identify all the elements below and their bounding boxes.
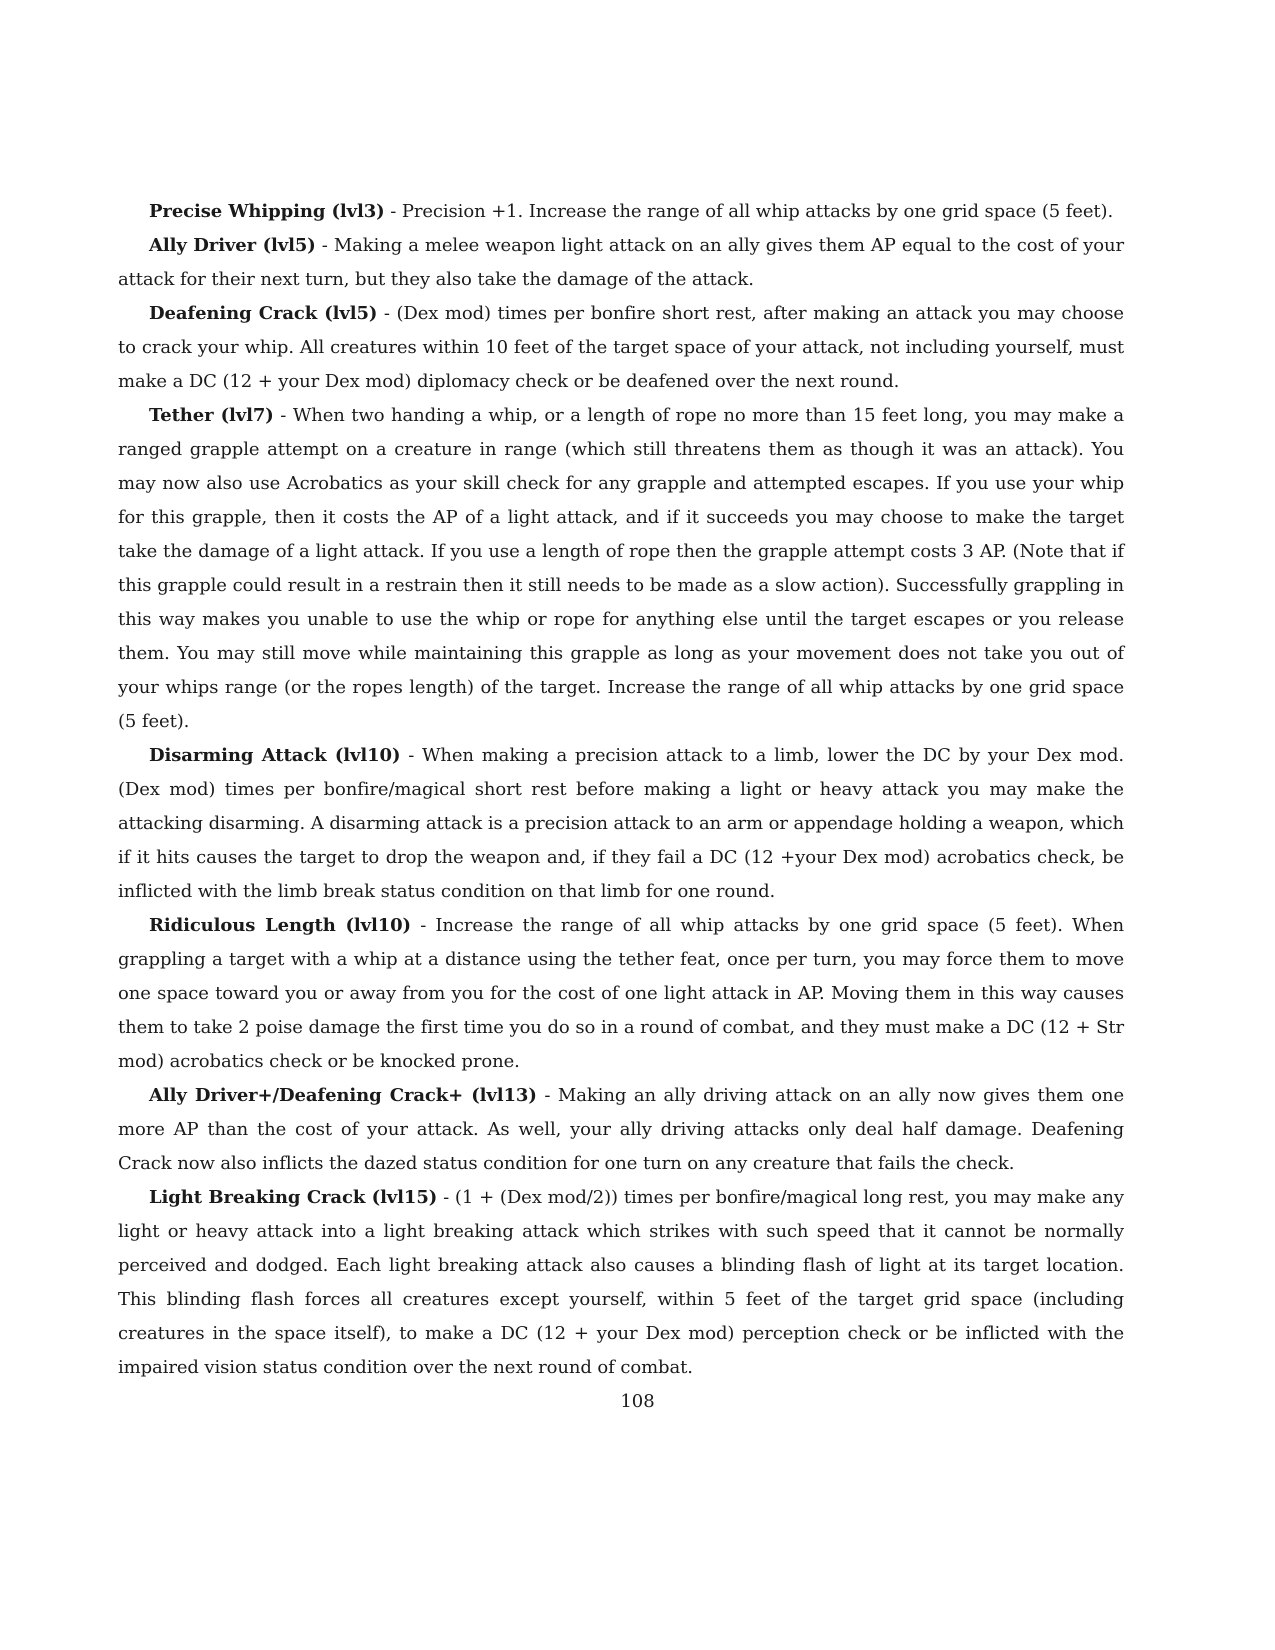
- feat-deafening-crack: [118, 297, 1124, 399]
- feat-title: Tether (lvl7): [149, 405, 274, 426]
- feat-light-breaking-crack: [118, 1181, 1124, 1385]
- feat-tether: [118, 399, 1124, 739]
- feat-title: Light Breaking Crack (lvl15): [149, 1187, 438, 1208]
- feat-description: - Precision +1. Increase the range of all whip attacks by one grid space (5 feet).: [390, 201, 1114, 222]
- page-body: [118, 195, 1124, 1385]
- feat-title: Ridiculous Length (lvl10): [149, 915, 411, 936]
- feat-description: - When two handing a whip, or a length of rope no more than 15 feet long, you may make a ranged grapple attempt on a creature in range (which still threatens them as though it was an attack). You may now also use Acrobatics as your skill check for any grapple and attempted escapes. If you use your whip for this grapple, then it costs the AP of a light attack, and if it succeeds you may choose to make the target take the damage of a light attack. If you use a length of rope then the grapple attempt costs 3 AP. (Note that if this grapple could result in a restrain then it still needs to be made as a slow action). Successfully grappling in this way makes you unable to use the whip or rope for anything else until the target escapes or you release them. You may still move while maintaining this grapple as long as your movement does not take you out of your whips range (or the ropes length) of the target. Increase the range of all whip attacks by one grid space (5 feet).: [118, 405, 1125, 732]
- feat-description: - (Dex mod) times per bonfire short rest, after making an attack you may choose to crack your whip. All creatures within 10 feet of the target space of your attack, not including yourself, must make a DC (12 + your Dex mod) diplomacy check or be deafened over the next round.: [118, 303, 1124, 392]
- feat-title: Disarming Attack (lvl10): [149, 745, 401, 766]
- feat-title: Ally Driver (lvl5): [149, 235, 316, 256]
- feat-description: - Increase the range of all whip attacks by one grid space (5 feet). When grappling a target with a whip at a distance using the tether feat, once per turn, you may force them to move one space toward you or away from you for the cost of one light attack in AP. Moving them in this way causes them to take 2 poise damage the first time you do so in a round of combat, and they must make a DC (12 + Str mod) acrobatics check or be knocked prone.: [118, 915, 1124, 1072]
- feat-description: - When making a precision attack to a limb, lower the DC by your Dex mod. (Dex mod) times per bonfire/magical short rest before making a light or heavy attack you may make the attacking disarming. A disarming attack is a precision attack to an arm or appendage holding a weapon, which if it hits causes the target to drop the weapon and, if they fail a DC (12 +your Dex mod) acrobatics check, be inflicted with the limb break status condition on that limb for one round.: [118, 745, 1124, 902]
- feat-title: Deafening Crack (lvl5): [149, 303, 378, 324]
- feat-disarming-attack: [118, 739, 1124, 909]
- feat-ridiculous-length: [118, 909, 1124, 1079]
- feat-description: - Making an ally driving attack on an ally now gives them one more AP than the cost of your attack. As well, your ally driving attacks only deal half damage. Deafening Crack now also inflicts the dazed status condition for one turn on any creature that fails the check.: [118, 1085, 1125, 1174]
- feat-ally-driver: [118, 229, 1124, 297]
- feat-title: Ally Driver+/Deafening Crack+ (lvl13): [149, 1085, 537, 1106]
- page-number: 108: [620, 1391, 655, 1412]
- feat-precise-whipping: [118, 195, 1124, 229]
- feat-title: Precise Whipping (lvl3): [149, 201, 385, 222]
- feat-description: - Making a melee weapon light attack on an ally gives them AP equal to the cost of your attack for their next turn, but they also take the damage of the attack.: [118, 235, 1124, 290]
- feat-description: - (1 + (Dex mod/2)) times per bonfire/magical long rest, you may make any light or heavy attack into a light breaking attack which strikes with such speed that it cannot be normally perceived and dodged. Each light breaking attack also causes a blinding flash of light at its target location. This blinding flash forces all creatures except yourself, within 5 feet of the target grid space (including creatures in the space itself), to make a DC (12 + your Dex mod) perception check or be inflicted with the impaired vision status condition over the next round of combat.: [118, 1187, 1124, 1378]
- feat-ally-driver-deafening-crack-plus: [118, 1079, 1124, 1181]
